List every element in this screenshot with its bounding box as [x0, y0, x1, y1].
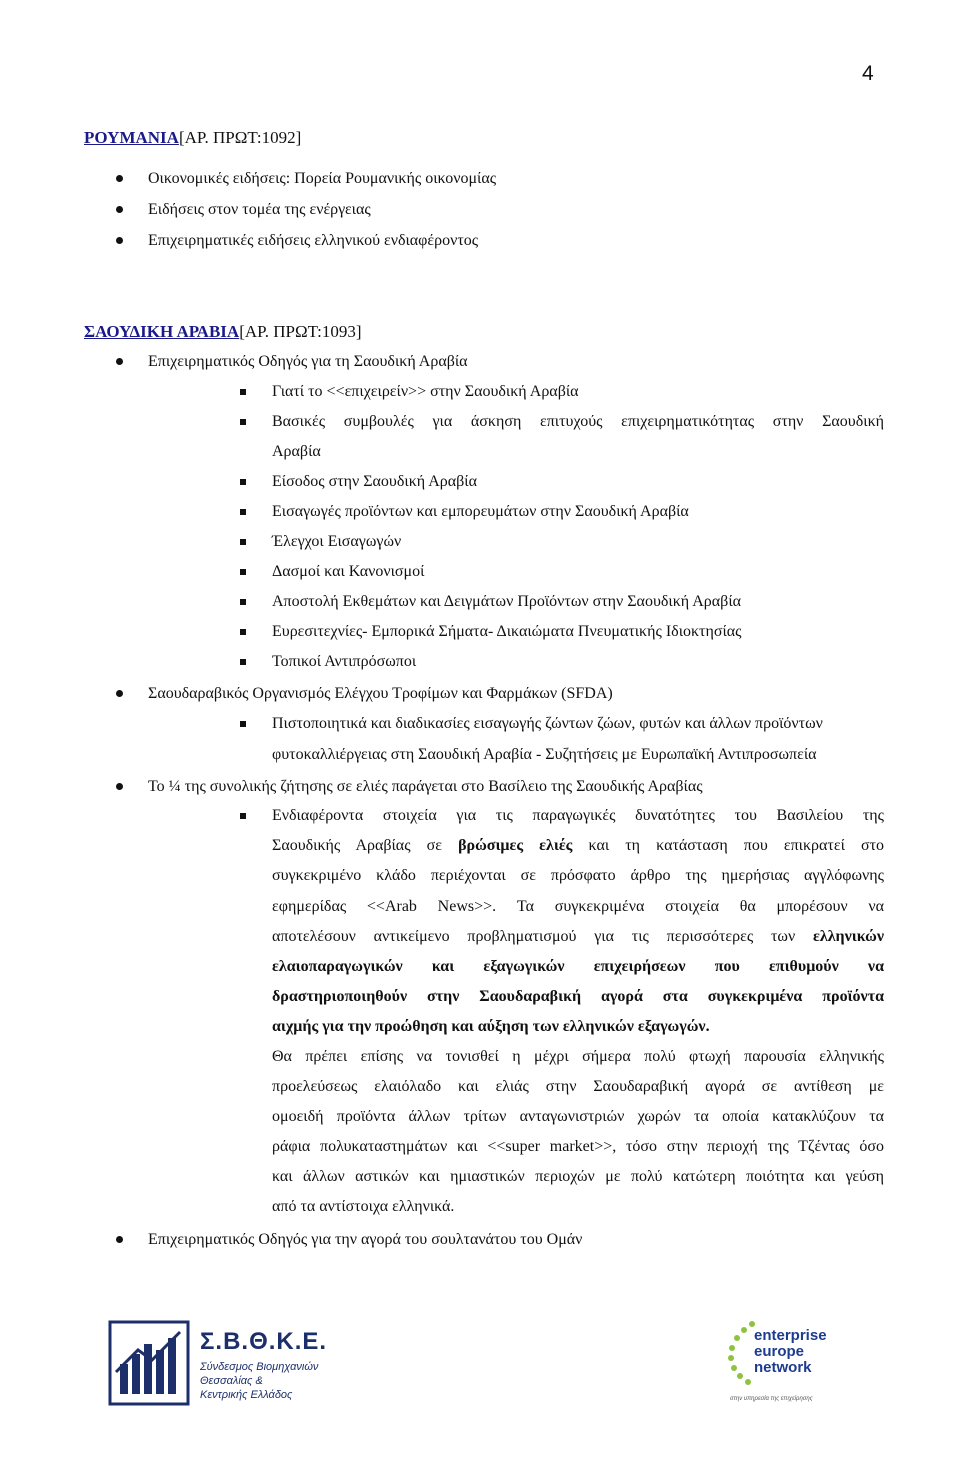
saudi-sub-item: Είσοδος στην Σαουδική Αραβία: [272, 473, 477, 490]
olives-paragraph2-line: Θα πρέπει επίσης να τονισθεί η μέχρι σήμερα πολύ φτωχή παρουσία ελληνικής: [272, 1048, 884, 1065]
oman-guide: Επιχειρηματικός Οδηγός για την αγορά του σουλτανάτου του Ομάν: [148, 1231, 583, 1248]
een-tagline: στην υπηρεσία της επιχείρησης: [730, 1396, 813, 1402]
olives-paragraph2-line: ομοειδή προϊόντα άλλων τρίτων ανταγωνιστριών χωρών τα οποία κατακλύζουν τα: [272, 1108, 884, 1125]
square-bullet-icon: [240, 419, 246, 425]
square-bullet-icon: [240, 721, 246, 727]
een-wordmark: [754, 1328, 827, 1376]
bullet-icon: [116, 175, 123, 182]
sbek-subtitle-line: Σύνδεσμος Βιομηχανιών: [200, 1361, 319, 1373]
saudi-sub-item: Βασικές συμβουλές για άσκηση επιτυχούς επιχειρηματικότητας στην Σαουδική: [272, 413, 884, 430]
sbek-subtitle-line: Θεσσαλίας &: [200, 1375, 263, 1387]
saudi-sub-item: Γιατί το <<επιχειρείν>> στην Σαουδική Αραβία: [272, 383, 579, 400]
page-number: 4: [862, 62, 874, 85]
bullet-icon: [116, 358, 123, 365]
sbek-subtitle: [200, 1360, 318, 1402]
bold-run: αιχμής για την προώθηση και αύξηση των ελληνικών εξαγωγών.: [272, 1018, 710, 1035]
saudi-sub-item: Δασμοί και Κανονισμοί: [272, 563, 425, 580]
saudi-sub-item: Αποστολή Εκθεμάτων και Δειγμάτων Προϊόντων στην Σαουδική Αραβία: [272, 593, 741, 610]
romania-item: Ειδήσεις στον τομέα της ενέργειας: [148, 201, 371, 218]
square-bullet-icon: [240, 479, 246, 485]
olives-paragraph-line: [272, 957, 884, 977]
text-run: και τη κατάσταση που επικρατεί στο: [588, 837, 885, 854]
square-bullet-icon: [240, 569, 246, 575]
square-bullet-icon: [240, 389, 246, 395]
square-bullet-icon: [240, 539, 246, 545]
olives-paragraph-line: συγκεκριμένο κλάδο περιέχονται σε πρόσφατο άρθρο της ημερήσιας αγγλόφωνης: [272, 867, 884, 884]
saudi-sub-item: Εισαγωγές προϊόντων και εμπορευμάτων στην Σαουδική Αραβία: [272, 503, 689, 520]
bullet-icon: [116, 206, 123, 213]
saudi-sub-item: Τοπικοί Αντιπρόσωποι: [272, 653, 417, 670]
romania-item: Επιχειρηματικές ειδήσεις ελληνικού ενδιαφέροντος: [148, 232, 479, 249]
sbek-logo: [108, 1320, 358, 1410]
olives-paragraph-line: Ενδιαφέροντα στοιχεία για τις παραγωγικές δυνατότητες του Βασιλείου της: [272, 807, 884, 824]
saudi-sub-item: Ευρεσιτεχνίες- Εμπορικά Σήματα- Δικαιώματα Πνευματικής Ιδιοκτησίας: [272, 623, 742, 640]
square-bullet-icon: [240, 629, 246, 635]
olives-paragraph2-line: από τα αντίστοιχα ελληνικά.: [272, 1198, 455, 1215]
olives-paragraph-line: [272, 1017, 710, 1037]
saudi-ref: [ΑΡ. ΠΡΩΤ:1093]: [239, 322, 362, 341]
saudi-guide: Επιχειρηματικός Οδηγός για τη Σαουδική Αραβία: [148, 353, 468, 370]
olives-paragraph-line: [272, 836, 884, 856]
bold-run: ελαιοπαραγωγικών και εξαγωγικών επιχειρήσεων που επιθυμούν να: [272, 958, 884, 975]
sfda-sub-item: Πιστοποιητικά και διαδικασίες εισαγωγής ζώντων ζώων, φυτών και άλλων προϊόντων: [272, 715, 823, 732]
square-bullet-icon: [240, 659, 246, 665]
bold-run: δραστηριοποιηθούν στην Σαουδαραβική αγορά στα συγκεκριμένα προϊόντα: [272, 988, 884, 1005]
sbek-title: Σ.Β.Θ.Κ.Ε.: [200, 1328, 328, 1355]
sbek-logo-mark-icon: [108, 1320, 190, 1406]
text-run: αποτελέσουν αντικείμενο προβληματισμού για τις περισσότερες των: [272, 928, 796, 945]
square-bullet-icon: [240, 509, 246, 515]
romania-item: Οικονομικές ειδήσεις: Πορεία Ρουμανικής οικονομίας: [148, 170, 497, 187]
bullet-icon: [116, 783, 123, 790]
bullet-icon: [116, 690, 123, 697]
saudi-sub-item: Έλεγχοι Εισαγωγών: [272, 533, 402, 550]
olives-paragraph2-line: και άλλων αστικών και ημιαστικών περιοχών με πολύ κατώτερη ποιότητα και γεύση: [272, 1168, 884, 1185]
olives-paragraph-line: εφημερίδας <<Arab News>>. Τα συγκεκριμένα στοιχεία θα μπορέσουν να: [272, 898, 884, 915]
romania-country: ΡΟΥΜΑΝΙΑ: [84, 128, 179, 147]
text-run: Σαουδικής Αραβίας σε: [272, 837, 442, 854]
romania-ref: [ΑΡ. ΠΡΩΤ:1092]: [178, 128, 302, 147]
square-bullet-icon: [240, 813, 246, 819]
olives-paragraph-line: [272, 927, 884, 947]
een-logo: [722, 1318, 862, 1408]
square-bullet-icon: [240, 599, 246, 605]
bullet-icon: [116, 1236, 123, 1243]
saudi-country: ΣΑΟΥΔΙΚΗ ΑΡΑΒΙΑ: [84, 322, 240, 341]
sbek-subtitle-line: Κεντρικής Ελλάδος: [200, 1389, 293, 1401]
saudi-sub-item-cont: Αραβία: [272, 443, 321, 460]
olives-paragraph2-line: προελεύσεως ελαιόλαδο και ελιάς στην Σαουδαραβική αγορά σε αντίθεση με: [272, 1078, 884, 1095]
bold-run: ελληνικών: [813, 928, 885, 945]
bullet-icon: [116, 237, 123, 244]
bold-run: βρώσιμες ελιές: [458, 837, 573, 854]
saudi-heading: [84, 322, 362, 342]
een-wordmark-line: europe: [754, 1343, 805, 1360]
sfda-sub-item-cont: φυτοκαλλιέργειας στη Σαουδική Αραβία - Συζητήσεις με Ευρωπαϊκή Αντιπροσωπεία: [272, 746, 817, 763]
romania-heading: [84, 128, 301, 148]
saudi-sfda: Σαουδαραβικός Οργανισμός Ελέγχου Τροφίμων και Φαρμάκων (SFDA): [148, 685, 613, 702]
saudi-olives: Το ¼ της συνολικής ζήτησης σε ελιές παράγεται στο Βασίλειο της Σαουδικής Αραβίας: [148, 778, 703, 795]
een-wordmark-line: network: [754, 1359, 812, 1376]
olives-paragraph-line: [272, 987, 884, 1007]
olives-paragraph2-line: ράφια πολυκαταστημάτων και <<super market>>, τόσο στην περιοχή της Τζέντας όσο: [272, 1138, 884, 1155]
een-wordmark-line: enterprise: [754, 1327, 827, 1344]
